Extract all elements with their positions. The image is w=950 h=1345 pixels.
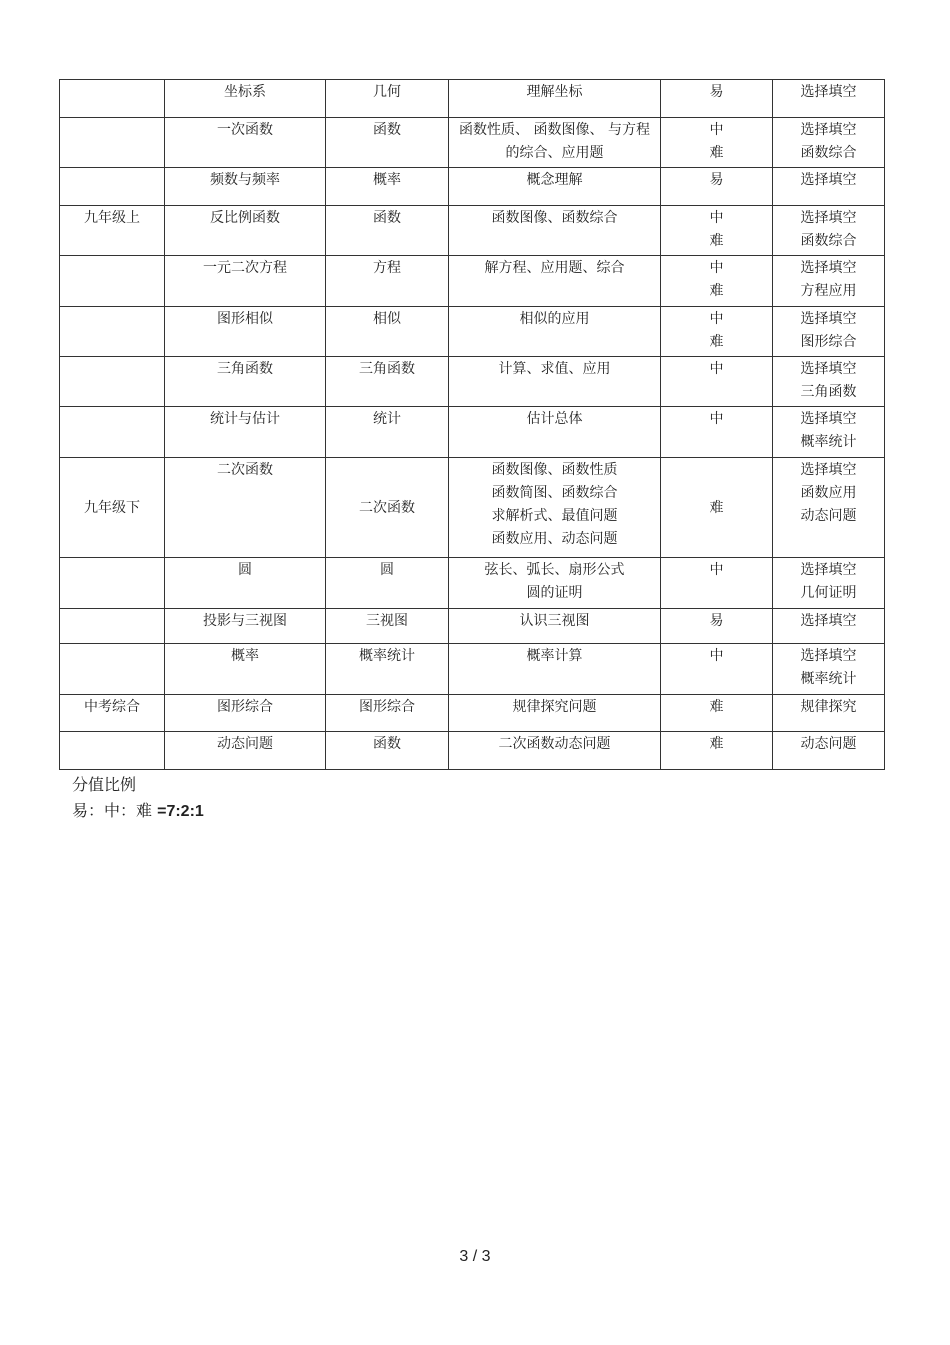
difficulty-cell: 难 — [661, 695, 773, 732]
question-type-cell: 选择填空 方程应用 — [773, 256, 885, 307]
domain-cell: 三视图 — [326, 609, 449, 644]
table-row — [60, 168, 885, 206]
difficulty-cell: 中 — [661, 644, 773, 695]
content-cell: 相似的应用 — [449, 307, 661, 357]
topic-cell: 频数与频率 — [165, 168, 326, 206]
score-ratio-value: =7:2:1 — [157, 803, 204, 820]
table-row — [60, 732, 885, 770]
grade-cell: 九年级上 — [60, 206, 165, 256]
question-type-cell: 选择填空 概率统计 — [773, 644, 885, 695]
topic-cell: 一元二次方程 — [165, 256, 326, 307]
difficulty-cell: 中 — [661, 357, 773, 407]
table-row — [60, 118, 885, 168]
domain-cell: 函数 — [326, 206, 449, 256]
content-cell: 规律探究问题 — [449, 695, 661, 732]
difficulty-cell: 中 — [661, 558, 773, 609]
content-cell: 认识三视图 — [449, 609, 661, 644]
question-type-cell: 选择填空 — [773, 609, 885, 644]
topic-cell: 图形综合 — [165, 695, 326, 732]
question-type-cell: 选择填空 概率统计 — [773, 407, 885, 458]
difficulty-cell: 难 — [661, 458, 773, 558]
question-type-cell: 选择填空 函数综合 — [773, 118, 885, 168]
domain-cell: 圆 — [326, 558, 449, 609]
content-cell: 函数性质、 函数图像、 与方程 的综合、应用题 — [449, 118, 661, 168]
content-cell: 计算、求值、应用 — [449, 357, 661, 407]
topic-cell: 二次函数 — [165, 458, 326, 558]
topic-cell: 统计与估计 — [165, 407, 326, 458]
grade-cell — [60, 307, 165, 357]
grade-cell — [60, 80, 165, 118]
domain-cell: 函数 — [326, 732, 449, 770]
topic-cell: 投影与三视图 — [165, 609, 326, 644]
difficulty-cell: 中 难 — [661, 118, 773, 168]
content-cell: 二次函数动态问题 — [449, 732, 661, 770]
content-cell: 解方程、应用题、综合 — [449, 256, 661, 307]
difficulty-cell: 中 — [661, 407, 773, 458]
table-row — [60, 256, 885, 307]
grade-cell: 中考综合 — [60, 695, 165, 732]
domain-cell: 二次函数 — [326, 458, 449, 558]
question-type-cell: 动态问题 — [773, 732, 885, 770]
question-type-cell: 规律探究 — [773, 695, 885, 732]
topic-cell: 概率 — [165, 644, 326, 695]
score-ratio-line — [72, 798, 204, 821]
domain-cell: 相似 — [326, 307, 449, 357]
table-row — [60, 307, 885, 357]
table-row — [60, 558, 885, 609]
domain-cell: 函数 — [326, 118, 449, 168]
difficulty-cell: 易 — [661, 609, 773, 644]
difficulty-cell: 中 难 — [661, 307, 773, 357]
table-row — [60, 644, 885, 695]
table-row — [60, 357, 885, 407]
topic-cell: 一次函数 — [165, 118, 326, 168]
table-row — [60, 80, 885, 118]
content-cell: 函数图像、函数综合 — [449, 206, 661, 256]
grade-cell — [60, 357, 165, 407]
score-ratio-title: 分值比例 — [72, 775, 137, 794]
question-type-cell: 选择填空 — [773, 80, 885, 118]
domain-cell: 方程 — [326, 256, 449, 307]
question-type-cell: 选择填空 几何证明 — [773, 558, 885, 609]
content-cell: 理解坐标 — [449, 80, 661, 118]
grade-cell — [60, 609, 165, 644]
table-row — [60, 206, 885, 256]
grade-cell — [60, 118, 165, 168]
difficulty-cell: 中 难 — [661, 206, 773, 256]
topic-cell: 图形相似 — [165, 307, 326, 357]
domain-cell: 几何 — [326, 80, 449, 118]
knowledge-table — [59, 79, 885, 770]
question-type-cell: 选择填空 图形综合 — [773, 307, 885, 357]
domain-cell: 三角函数 — [326, 357, 449, 407]
table-row — [60, 407, 885, 458]
grade-cell — [60, 558, 165, 609]
content-cell: 概率计算 — [449, 644, 661, 695]
domain-cell: 概率 — [326, 168, 449, 206]
topic-cell: 圆 — [165, 558, 326, 609]
topic-cell: 坐标系 — [165, 80, 326, 118]
page-number: 3 / 3 — [459, 1248, 491, 1265]
content-cell: 估计总体 — [449, 407, 661, 458]
question-type-cell: 选择填空 函数综合 — [773, 206, 885, 256]
content-cell: 函数图像、函数性质 函数简图、函数综合 求解析式、最值问题 函数应用、动态问题 — [449, 458, 661, 558]
topic-cell: 动态问题 — [165, 732, 326, 770]
grade-cell — [60, 407, 165, 458]
domain-cell: 图形综合 — [326, 695, 449, 732]
grade-cell — [60, 256, 165, 307]
domain-cell: 统计 — [326, 407, 449, 458]
difficulty-cell: 易 — [661, 80, 773, 118]
difficulty-cell: 难 — [661, 732, 773, 770]
grade-cell: 九年级下 — [60, 458, 165, 558]
grade-cell — [60, 644, 165, 695]
table-row — [60, 695, 885, 732]
table-row — [60, 458, 885, 558]
content-cell: 弦长、弧长、扇形公式 圆的证明 — [449, 558, 661, 609]
topic-cell: 三角函数 — [165, 357, 326, 407]
grade-cell — [60, 168, 165, 206]
difficulty-cell: 易 — [661, 168, 773, 206]
score-ratio-label: 易：中：难 — [72, 801, 153, 820]
question-type-cell: 选择填空 三角函数 — [773, 357, 885, 407]
difficulty-cell: 中 难 — [661, 256, 773, 307]
grade-cell — [60, 732, 165, 770]
domain-cell: 概率统计 — [326, 644, 449, 695]
content-cell: 概念理解 — [449, 168, 661, 206]
question-type-cell: 选择填空 函数应用 动态问题 — [773, 458, 885, 558]
question-type-cell: 选择填空 — [773, 168, 885, 206]
table-row — [60, 609, 885, 644]
topic-cell: 反比例函数 — [165, 206, 326, 256]
